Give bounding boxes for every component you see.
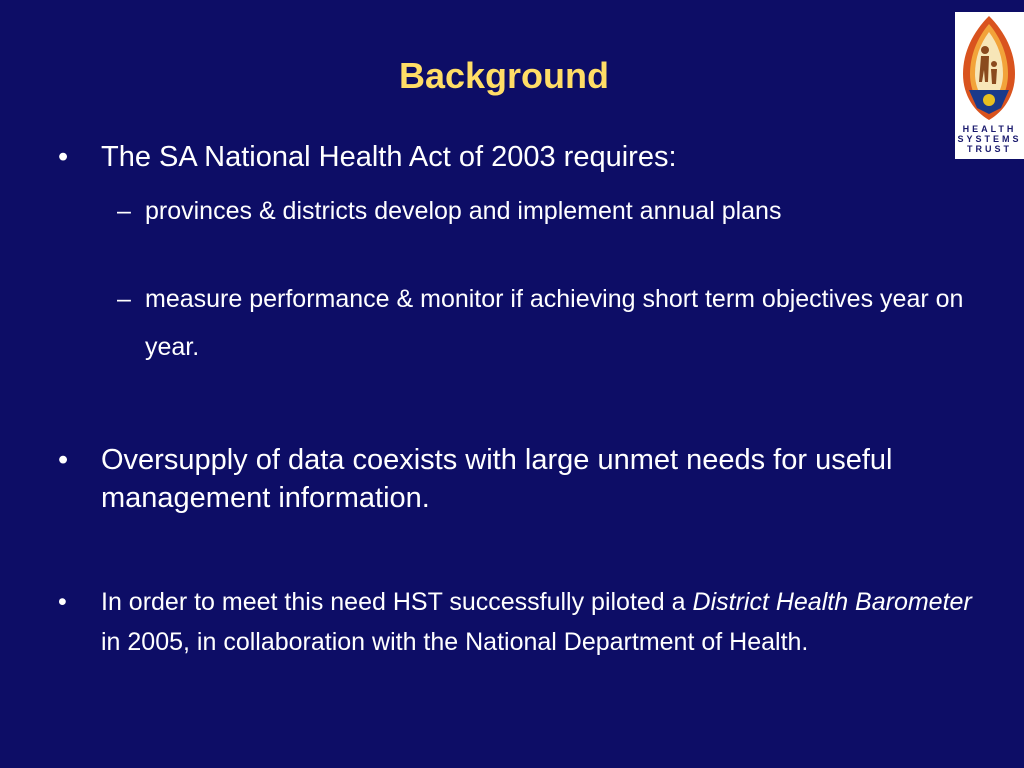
bullet-1 (58, 138, 998, 176)
logo-text-line-2: SYSTEMS (957, 134, 1022, 144)
bullet-marker: • (58, 588, 67, 616)
bullet-1-subitem-1 (117, 192, 987, 230)
bullet-3 (58, 582, 998, 662)
bullet-marker: • (58, 444, 69, 476)
district-health-barometer-title: District Health Barometer (692, 588, 972, 616)
bullet-2 (58, 441, 958, 517)
subitem-1-text: provinces & districts develop and implement annual plans (145, 197, 782, 225)
logo-text-line-1: HEALTH (962, 124, 1017, 134)
bullet-1-text: The SA National Health Act of 2003 requires: (101, 141, 677, 173)
health-systems-trust-logo (955, 12, 1024, 159)
bullet-3-text-after: in 2005, in collaboration with the National Department of Health. (101, 628, 809, 656)
dash-marker: – (117, 285, 131, 313)
slide-title: Background (398, 55, 610, 96)
bullet-3-text-before: In order to meet this need HST successfully piloted a (101, 588, 686, 616)
subitem-2-text: measure performance & monitor if achieving short term objectives year on year. (145, 285, 964, 361)
logo-text-line-3: TRUST (967, 144, 1012, 154)
bullet-marker: • (58, 141, 69, 173)
bullet-1-subitem-2 (117, 275, 987, 371)
bullet-2-text: Oversupply of data coexists with large unmet needs for useful management information. (101, 444, 893, 514)
bullet-3-text (101, 582, 998, 662)
logo-emblem-icon (955, 12, 1024, 124)
dash-marker: – (117, 197, 131, 225)
